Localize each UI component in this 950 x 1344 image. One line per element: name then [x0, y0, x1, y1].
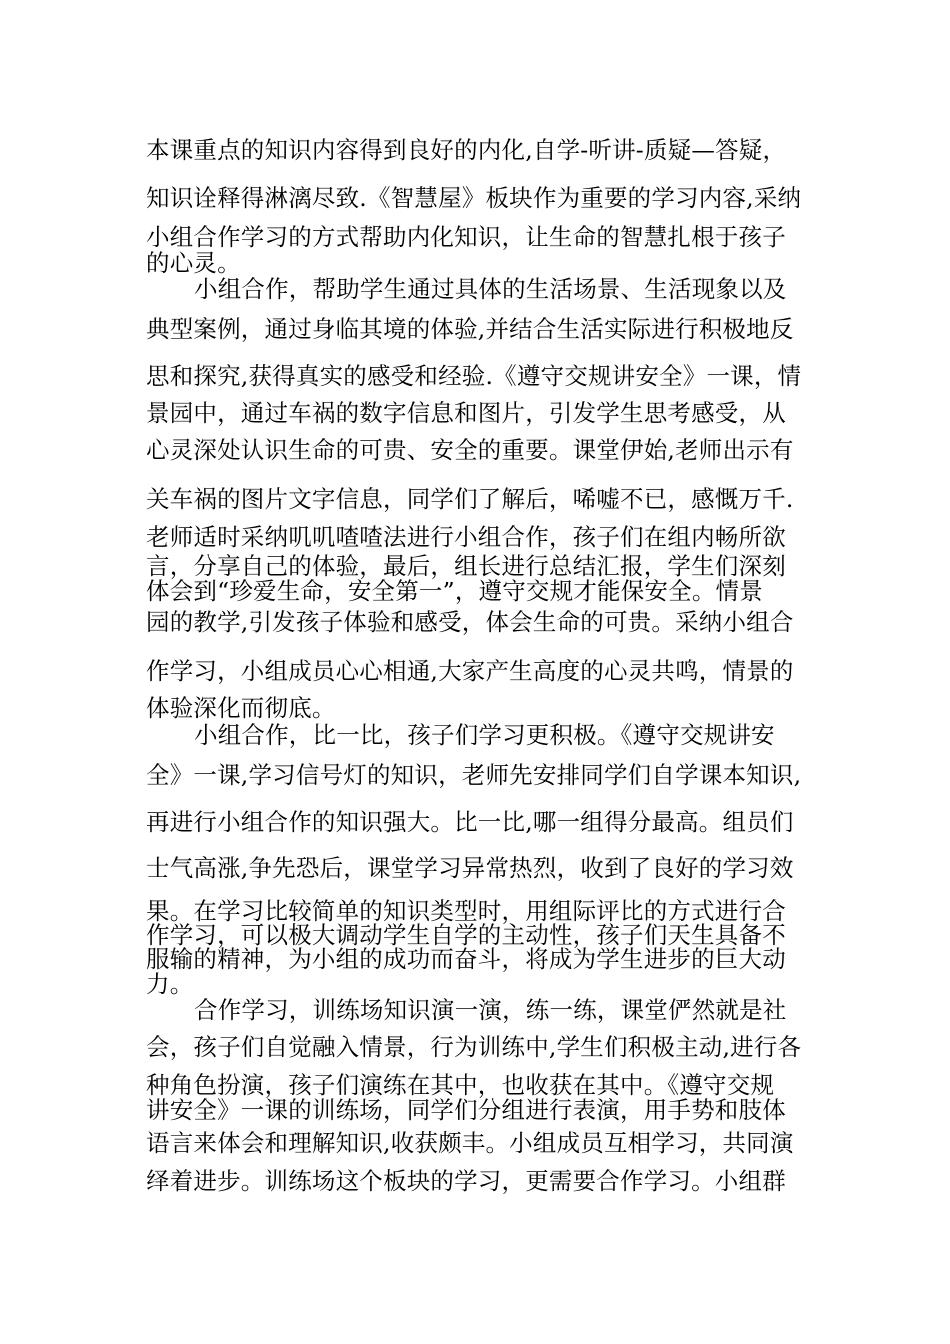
text-line: 典型案例，通过身临其境的体验,并结合生活实际进行积极地反	[146, 315, 794, 343]
text-line: 再进行小组合作的知识强大。比一比,哪一组得分最高。组员们	[146, 808, 794, 836]
text-line: 会，孩子们自觉融入情景，行为训练中,学生们积极主动,进行各	[146, 1033, 802, 1061]
text-line: 景园中，通过车祸的数字信息和图片，引发学生思考感受，从	[146, 399, 786, 427]
text-line: 语言来体会和理解知识,收获颇丰。小组成员互相学习，共同演	[146, 1129, 794, 1157]
text-line: 作学习，可以极大调动学生自学的主动性，孩子们天生具备不	[146, 921, 786, 949]
text-line: 种角色扮演，孩子们演练在其中，也收获在其中。《遵守交规	[146, 1071, 775, 1099]
text-line: 思和探究,获得真实的感受和经验.《遵守交规讲安全》一课，情	[146, 362, 802, 390]
text-line: 本课重点的知识内容得到良好的内化,自学-听讲-质疑—答疑，	[146, 136, 787, 164]
text-line: 老师适时采纳叽叽喳喳法进行小组合作，孩子们在组内畅所欲	[146, 523, 786, 551]
text-line: 园的教学,引发孩子体验和感受，体会生命的可贵。采纳小组合	[146, 608, 794, 636]
text-line: 言，分享自己的体验，最后，组长进行总结汇报，学生们深刻	[146, 552, 786, 580]
text-line: 的心灵。	[146, 249, 241, 277]
paragraph-start-line: 小组合作，比一比，孩子们学习更积极。《遵守交规讲安	[194, 721, 775, 749]
text-line: 果。在学习比较简单的知识类型时，用组际评比的方式进行合	[146, 897, 786, 925]
paragraph-start-line: 合作学习，训练场知识演一演，练一练，课堂俨然就是社	[194, 996, 787, 1024]
text-line: 全》一课,学习信号灯的知识，老师先安排同学们自学课本知识,	[146, 761, 802, 789]
text-line: 体验深化而彻底。	[146, 694, 336, 722]
text-line: 绎着进步。训练场这个板块的学习，更需要合作学习。小组群	[146, 1167, 786, 1195]
text-line: 作学习，小组成员心心相通,大家产生高度的心灵共鸣，情景的	[146, 657, 794, 685]
text-line: 服输的精神，为小组的成功而奋斗，将成为学生进步的巨大动	[146, 945, 786, 973]
paragraph-start-line: 小组合作，帮助学生通过具体的生活场景、生活现象以及	[194, 275, 787, 303]
text-line: 心灵深处认识生命的可贵、安全的重要。课堂伊始,老师出示有	[146, 436, 794, 464]
text-line: 士气高涨,争先恐后，课堂学习异常热烈，收到了良好的学习效	[146, 854, 794, 882]
text-line: 讲安全》一课的训练场，同学们分组进行表演，用手势和肢体	[146, 1096, 786, 1124]
text-line: 小组合作学习的方式帮助内化知识，让生命的智慧扎根于孩子	[146, 223, 786, 251]
text-line: 体会到“珍爱生命，安全第一”，遵守交规才能保安全。情景	[146, 577, 763, 605]
text-line: 知识诠释得淋漓尽致.《智慧屋》板块作为重要的学习内容,采纳	[146, 184, 802, 212]
text-line: 关车祸的图片文字信息，同学们了解后，唏嘘不已，感慨万千.	[146, 485, 794, 513]
text-line: 力。	[146, 970, 194, 998]
